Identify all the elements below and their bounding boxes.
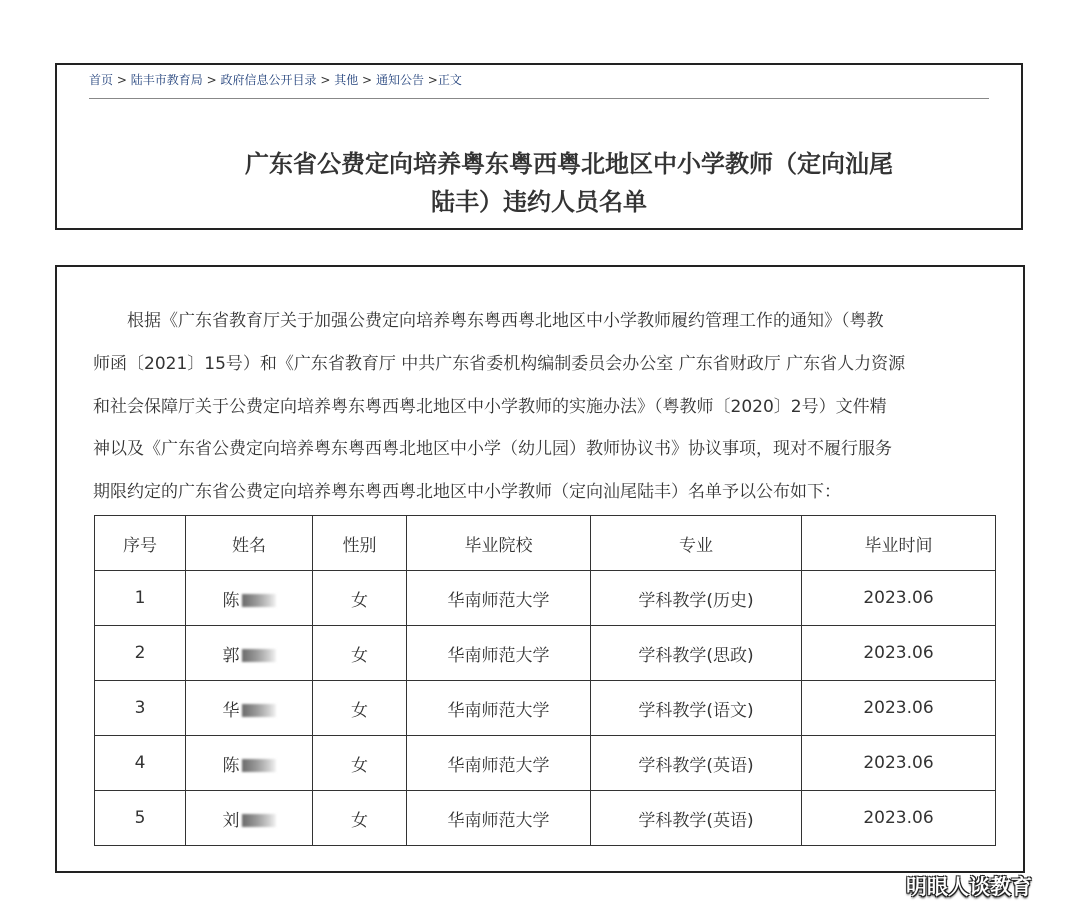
header-grad-date: 毕业时间 [802, 516, 996, 571]
table-header-row [95, 516, 996, 571]
redaction-blur [242, 704, 276, 717]
redaction-blur [242, 594, 276, 607]
breadcrumb-separator: > [427, 73, 438, 87]
cell-name [186, 736, 313, 791]
cell-no: 4 [95, 736, 186, 791]
name-text: 郭 [222, 645, 240, 666]
breadcrumb-current: 正文 [437, 73, 462, 87]
cell-school: 华南师范大学 [407, 736, 591, 791]
cell-major: 学科教学(语文) [591, 681, 802, 736]
table-row [95, 736, 996, 791]
content-panel [55, 265, 1025, 873]
cell-major: 学科教学(英语) [591, 791, 802, 846]
cell-name [186, 791, 313, 846]
redaction-blur [242, 759, 276, 772]
body-line-3: 和社会保障厅关于公费定向培养粤东粤西粤北地区中小学教师的实施办法》（粤教师〔2020〕2号）文件精 [93, 396, 887, 417]
body-line-1: 根据《广东省教育厅关于加强公费定向培养粤东粤西粤北地区中小学教师履约管理工作的通知》（粤教 [127, 311, 884, 331]
table-row [95, 791, 996, 846]
cell-school: 华南师范大学 [407, 681, 591, 736]
cell-no: 1 [95, 571, 186, 626]
redaction-blur [242, 649, 276, 662]
name-text: 刘 [222, 810, 240, 831]
cell-grad-date: 2023.06 [802, 571, 996, 626]
cell-gender: 女 [313, 681, 407, 736]
table-row [95, 571, 996, 626]
title-line-1: 广东省公费定向培养粤东粤西粤北地区中小学教师（定向汕尾 [245, 150, 893, 178]
cell-major: 学科教学(英语) [591, 736, 802, 791]
header-panel [55, 63, 1023, 230]
breadcrumb-separator: > [116, 73, 127, 87]
cell-gender: 女 [313, 626, 407, 681]
cell-grad-date: 2023.06 [802, 736, 996, 791]
redaction-blur [242, 814, 276, 827]
cell-no: 3 [95, 681, 186, 736]
header-school: 毕业院校 [407, 516, 591, 571]
table-row [95, 681, 996, 736]
body-line-5: 期限约定的广东省公费定向培养粤东粤西粤北地区中小学教师（定向汕尾陆丰）名单予以公布如下： [93, 482, 841, 503]
cell-no: 5 [95, 791, 186, 846]
cell-school: 华南师范大学 [407, 791, 591, 846]
body-line-4: 神以及《广东省公费定向培养粤东粤西粤北地区中小学（幼儿园）教师协议书》协议事项，现对不履行服务 [93, 439, 892, 460]
header-gender: 性别 [313, 516, 407, 571]
cell-gender: 女 [313, 571, 407, 626]
cell-grad-date: 2023.06 [802, 791, 996, 846]
body-paragraph [93, 300, 993, 514]
breadcrumb-separator: > [206, 73, 217, 87]
cell-school: 华南师范大学 [407, 626, 591, 681]
breadcrumb-bureau-link[interactable]: 陆丰市教育局 [130, 73, 203, 87]
cell-grad-date: 2023.06 [802, 681, 996, 736]
cell-grad-date: 2023.06 [802, 626, 996, 681]
violator-table [94, 515, 996, 846]
header-major: 专业 [591, 516, 802, 571]
cell-gender: 女 [313, 791, 407, 846]
breadcrumb [89, 71, 462, 88]
breadcrumb-directory-link[interactable]: 政府信息公开目录 [220, 73, 317, 87]
table-row [95, 626, 996, 681]
header-name: 姓名 [186, 516, 313, 571]
breadcrumb-notice-link[interactable]: 通知公告 [375, 73, 424, 87]
breadcrumb-divider [89, 98, 989, 99]
cell-name [186, 681, 313, 736]
page-title [57, 145, 1021, 221]
watermark: 明眼人谈教育 [906, 875, 1032, 899]
cell-name [186, 626, 313, 681]
breadcrumb-separator: > [320, 73, 331, 87]
cell-major: 学科教学(历史) [591, 571, 802, 626]
name-text: 陈 [222, 590, 240, 611]
header-no: 序号 [95, 516, 186, 571]
cell-school: 华南师范大学 [407, 571, 591, 626]
body-line-2: 师函〔2021〕15号）和《广东省教育厅 中共广东省委机构编制委员会办公室 广东省财政厅 广东省人力资源 [93, 353, 906, 374]
cell-no: 2 [95, 626, 186, 681]
name-text: 陈 [222, 755, 240, 776]
name-text: 华 [222, 700, 240, 721]
breadcrumb-separator: > [362, 73, 373, 87]
breadcrumb-home-link[interactable]: 首页 [89, 73, 114, 87]
breadcrumb-other-link[interactable]: 其他 [334, 73, 359, 87]
cell-major: 学科教学(思政) [591, 626, 802, 681]
title-line-2: 陆丰）违约人员名单 [431, 188, 647, 216]
cell-name [186, 571, 313, 626]
cell-gender: 女 [313, 736, 407, 791]
